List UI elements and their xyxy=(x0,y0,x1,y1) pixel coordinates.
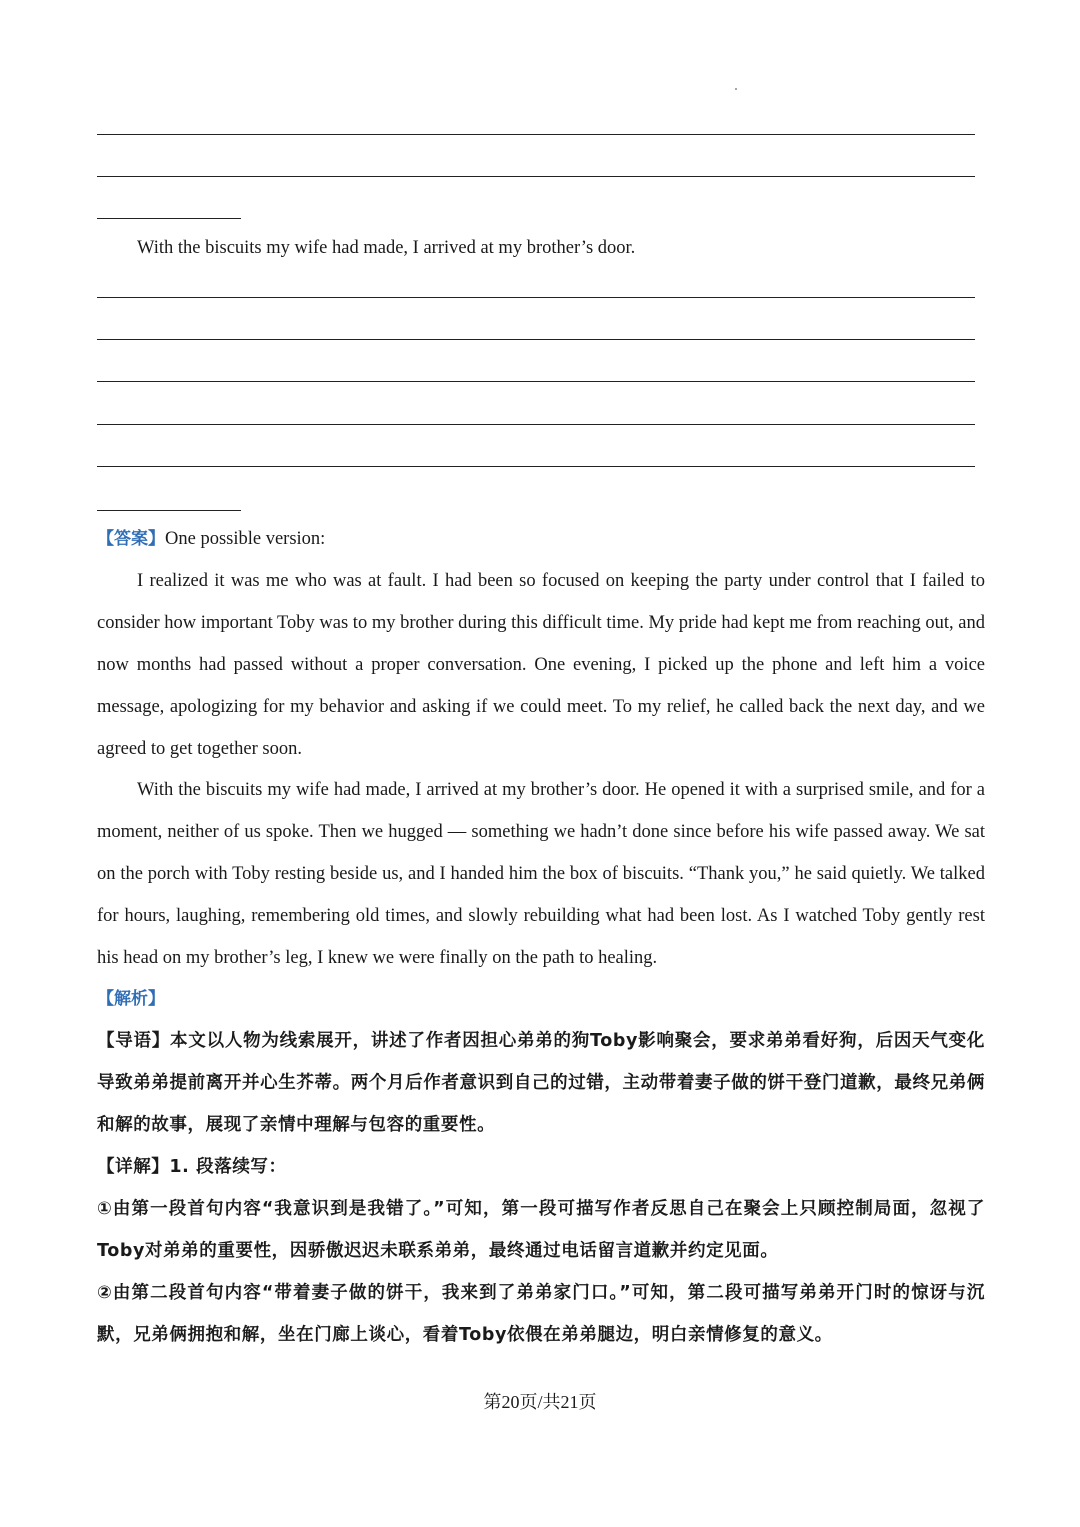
writing-line xyxy=(97,466,975,467)
answer-heading xyxy=(97,518,985,560)
writing-line xyxy=(97,381,975,382)
scan-speck xyxy=(735,88,737,90)
writing-line xyxy=(97,134,975,135)
guide-label: 【导语】 xyxy=(97,1031,171,1051)
analysis-heading xyxy=(97,978,985,1020)
answer-paragraph-1: I realized it was me who was at fault. I had been so focused on keeping the party under control that I failed to consider how important Toby was to my brother during this difficult time. My pride had kept me from reaching out, and now months had passed without a proper conversation. One evening, I picked up the phone and left him a voice message, apologizing for my behavior and asking if we could meet. To my relief, he called back the next day, and we agreed to get together soon. xyxy=(97,571,985,759)
detail-heading xyxy=(97,1146,985,1188)
prompt-sentence: With the biscuits my wife had made, I arrived at my brother’s door. xyxy=(137,238,636,258)
answer-label: 【答案】 xyxy=(97,529,165,549)
page-number: 第20页/共21页 xyxy=(483,1392,597,1412)
detail-intro: 1. 段落续写： xyxy=(169,1157,287,1177)
writing-line xyxy=(97,176,975,177)
detail-point-1: ①由第一段首句内容“我意识到是我错了。”可知，第一段可描写作者反思自己在聚会上只顾控制局面，忽视了Toby对弟弟的重要性，因骄傲迟迟未联系弟弟，最终通过电话留言道歉并约定见面。 xyxy=(97,1199,985,1261)
writing-line-short xyxy=(97,218,241,219)
answer-paragraph-2: With the biscuits my wife had made, I arrived at my brother’s door. He opened it with a surprised smile, and for a moment, neither of us spoke. Then we hugged — something we hadn’t done since before his wife passed away. We sat on the porch with Toby resting beside us, and I handed him the box of biscuits. “Thank you,” he said quietly. We talked for hours, laughing, remembering old times, and slowly rebuilding what had been lost. As I watched Toby gently rest his head on my brother’s leg, I knew we were finally on the path to healing. xyxy=(97,780,985,968)
writing-line xyxy=(97,339,975,340)
detail-point-2: ②由第二段首句内容“带着妻子做的饼干，我来到了弟弟家门口。”可知，第二段可描写弟弟开门时的惊讶与沉默，兄弟俩拥抱和解，坐在门廊上谈心，看着Toby依偎在弟弟腿边，明白亲情修复的意义。 xyxy=(97,1283,985,1345)
guide-text: 本文以人物为线索展开，讲述了作者因担心弟弟的狗Toby影响聚会，要求弟弟看好狗，后因天气变化导致弟弟提前离开并心生芥蒂。两个月后作者意识到自己的过错，主动带着妻子做的饼干登门道歉，最终兄弟俩和解的故事，展现了亲情中理解与包容的重要性。 xyxy=(97,1031,985,1135)
analysis-label: 【解析】 xyxy=(97,989,165,1009)
detail-label: 【详解】 xyxy=(97,1157,170,1177)
writing-line xyxy=(97,297,975,298)
writing-line xyxy=(97,424,975,425)
writing-line-short xyxy=(97,510,241,511)
answer-intro: One possible version: xyxy=(165,529,326,549)
guide-paragraph xyxy=(97,1020,985,1146)
